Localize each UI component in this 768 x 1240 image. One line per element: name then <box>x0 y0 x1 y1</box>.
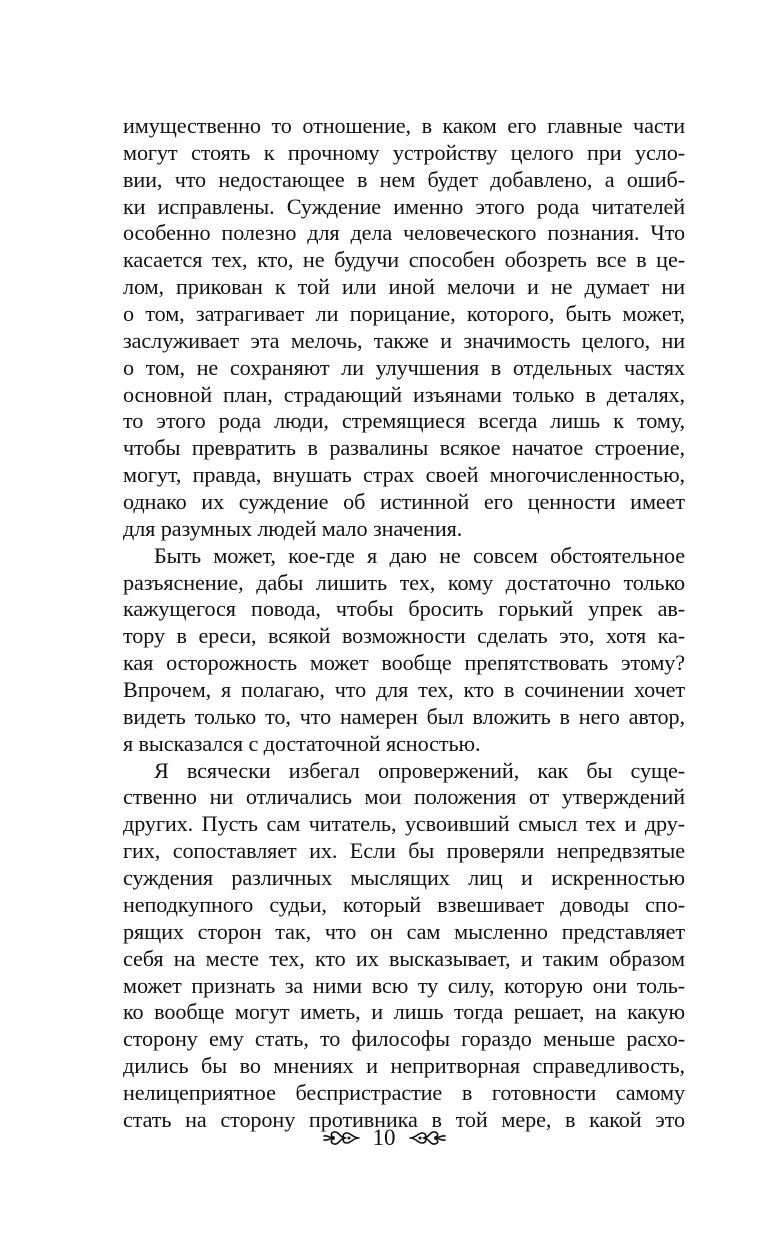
text-line: о том, затрагивает ли порицание, которого, быть может, <box>123 301 685 327</box>
text-line: особенно полезно для дела человеческого познания. Что <box>123 220 685 246</box>
text-line: ко вообще могут иметь, и лишь тогда решает, на какую <box>123 999 685 1025</box>
text-line: чтобы превратить в развалины всякое начатое строение, <box>123 435 685 461</box>
text-line: имущественно то отношение, в каком его главные части <box>123 113 685 138</box>
text-line: для разумных людей мало значения. <box>123 515 463 541</box>
text-line: заслуживает эта мелочь, также и значимость целого, ни <box>123 327 685 353</box>
text-line: ственно ни отличались мои положения от утверждений <box>123 784 685 810</box>
text-line: могут, правда, внушать страх своей многочисленностью, <box>123 462 685 488</box>
page-number: 10 <box>372 1125 396 1150</box>
text-line: ки исправлены. Суждение именно этого рода читателей <box>123 193 685 219</box>
text-line: гих, сопоставляет их. Если бы проверяли непредвзятые <box>123 838 685 864</box>
body-text <box>123 113 685 1134</box>
text-line: вии, что недостающее в нем будет добавлено, а ошиб- <box>123 166 685 192</box>
text-line: кажущегося повода, чтобы бросить горький упрек ав- <box>123 596 685 622</box>
text-line: о том, не сохраняют ли улучшения в отдельных частях <box>123 354 685 380</box>
text-line: Впрочем, я полагаю, что для тех, кто в сочинении хочет <box>123 677 685 703</box>
text-line: могут стоять к прочному устройству целого при усло- <box>123 139 685 165</box>
text-line: стать на сторону противника в той мере, в какой это <box>123 1106 685 1132</box>
fleuron-left-icon <box>321 1127 361 1149</box>
text-line: Быть может, кое-где я даю не совсем обстоятельное <box>154 542 685 568</box>
paragraph <box>123 543 685 758</box>
text-line: лом, прикован к той или иной мелочи и не думает ни <box>123 274 685 300</box>
text-line: тору в ереси, всякой возможности сделать это, хотя ка- <box>123 623 685 649</box>
text-line: Я всячески избегал опровержений, как бы суще- <box>154 757 685 783</box>
text-line: дились бы во мнениях и непритворная справедливость, <box>123 1053 685 1079</box>
text-line: основной план, страдающий изъянами только в деталях, <box>123 381 685 407</box>
text-line: однако их суждение об истинной его ценности имеет <box>123 489 685 515</box>
text-line: неподкупного судьи, который взвешивает доводы спо- <box>123 891 685 917</box>
text-line: суждения различных мыслящих лиц и искренностью <box>123 865 685 891</box>
text-line: рящих сторон так, что он сам мысленно представляет <box>123 918 685 944</box>
text-line: нелицеприятное беспристрастие в готовности самому <box>123 1079 685 1105</box>
text-line: видеть только то, что намерен был вложить в него автор, <box>123 703 685 729</box>
fleuron-right-icon <box>408 1127 448 1149</box>
paragraph <box>123 113 685 543</box>
text-line: то этого рода люди, стремящиеся всегда лишь к тому, <box>123 408 685 434</box>
text-line: касается тех, кто, не будучи способен обозреть все в це- <box>123 247 685 273</box>
paragraph <box>123 758 685 1134</box>
text-line: я высказался с достаточной ясностью. <box>123 730 481 756</box>
text-line: кая осторожность может вообще препятствовать этому? <box>123 650 685 676</box>
text-line: может признать за ними всю ту силу, которую они толь- <box>123 972 685 998</box>
text-line: сторону ему стать, то философы гораздо меньше расхо- <box>123 1026 685 1052</box>
text-line: себя на месте тех, кто их высказывает, и таким образом <box>123 945 685 971</box>
page-footer <box>0 1121 768 1155</box>
text-line: других. Пусть сам читатель, усвоивший смысл тех и дру- <box>123 811 685 837</box>
text-line: разъяснение, дабы лишить тех, кому достаточно только <box>123 569 685 595</box>
